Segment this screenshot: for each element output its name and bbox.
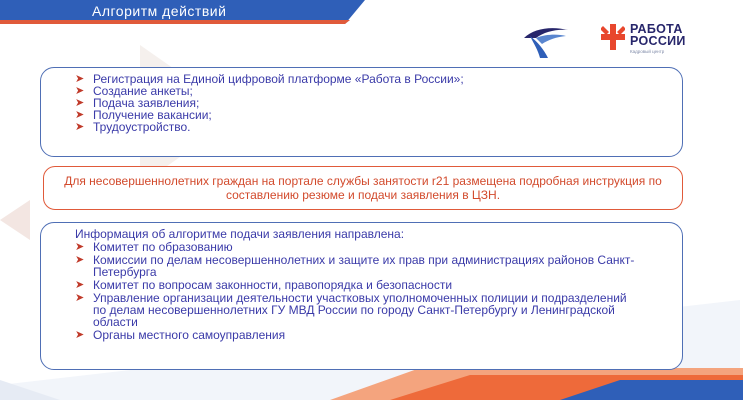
info-item-text: Органы местного самоуправления <box>93 328 286 342</box>
step-text: Подача заявления; <box>93 96 200 110</box>
list-item <box>75 292 635 328</box>
notice-text: Для несовершеннолетних граждан на портале службы занятости r21 размещена подробная инструкция по составлению резюме и подачи заявления в ЦЗН. <box>64 174 662 202</box>
rabota-rossii-wordmark <box>630 23 686 47</box>
steps-list <box>75 73 464 133</box>
arrow-bullet-icon: ➤ <box>75 73 85 85</box>
arrow-bullet-icon: ➤ <box>75 241 85 253</box>
info-item-text: Управление организации деятельности участковых уполномоченных полиции и подразделений по делам несовершеннолетних ГУ МВД России по городу Санкт-Петербургу и Ленинградской области <box>93 291 627 329</box>
info-intro: Информация об алгоритме подачи заявления направлена: <box>75 227 405 241</box>
list-item <box>75 121 464 133</box>
arrow-bullet-icon: ➤ <box>75 254 85 266</box>
notice-box <box>43 166 683 210</box>
rabota-rossii-mark-icon <box>601 24 625 50</box>
arrow-bullet-icon: ➤ <box>75 85 85 97</box>
list-item <box>75 254 635 278</box>
rabota-rossii-tagline: Кадровый центр <box>630 49 665 54</box>
info-list <box>75 241 635 342</box>
step-text: Создание анкеты; <box>93 84 193 98</box>
step-text: Получение вакансии; <box>93 108 212 122</box>
steps-box <box>40 67 683 157</box>
arrow-bullet-icon: ➤ <box>75 329 85 341</box>
employment-service-logo <box>518 20 572 60</box>
list-item <box>75 241 635 253</box>
wordmark-line-2: РОССИИ <box>630 34 686 48</box>
page-title: Алгоритм действий <box>92 3 227 19</box>
arrow-bullet-icon: ➤ <box>75 292 85 304</box>
arrow-bullet-icon: ➤ <box>75 109 85 121</box>
info-box <box>40 222 683 370</box>
arrow-bullet-icon: ➤ <box>75 121 85 133</box>
list-item <box>75 279 635 291</box>
wordmark-line-1: РАБОТА <box>630 22 683 36</box>
step-text: Регистрация на Единой цифровой платформе «Работа в России»; <box>93 72 464 86</box>
list-item <box>75 329 635 341</box>
arrow-bullet-icon: ➤ <box>75 279 85 291</box>
info-item-text: Комитет по вопросам законности, правопорядка и безопасности <box>93 278 453 292</box>
arrow-bullet-icon: ➤ <box>75 97 85 109</box>
step-text: Трудоустройство. <box>93 120 191 134</box>
info-item-text: Комиссии по делам несовершеннолетних и защите их прав при администрациях районов Санкт-Петербурга <box>93 253 635 279</box>
info-item-text: Комитет по образованию <box>93 240 233 254</box>
